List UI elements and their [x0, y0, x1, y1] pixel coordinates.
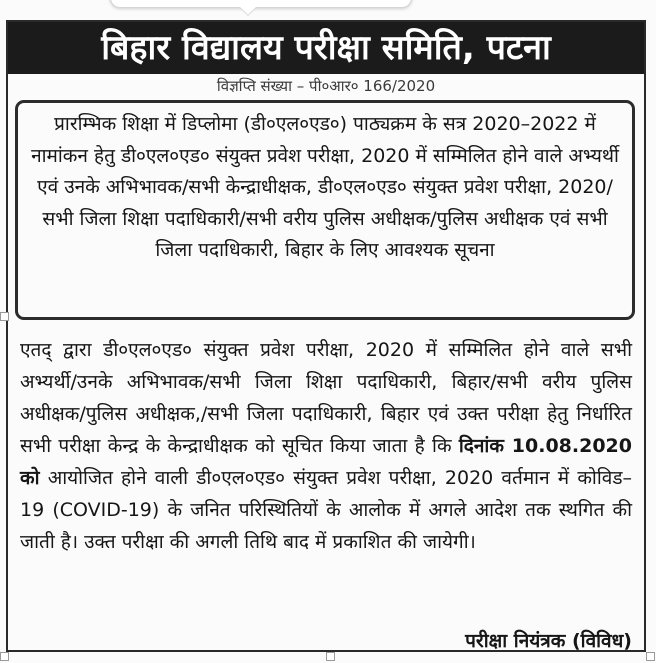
signature-block: परीक्षा नियंत्रक (विविध) [465, 630, 632, 652]
subject-box [15, 100, 635, 320]
crop-handle-bottom[interactable] [326, 652, 335, 661]
exam-date-highlight: दिनांक 10.08.2020 को [20, 435, 632, 489]
tooltip-pointer-icon [239, 6, 257, 15]
notice-title: बिहार विद्यालय परीक्षा समिति, पटना [8, 22, 644, 74]
notice-card [6, 20, 646, 652]
crop-handle-bottom-left[interactable] [0, 652, 9, 661]
body-text-part2: आयोजित होने वाली डी०एल०एड० संयुक्त प्रवेश परीक्षा, 2020 वर्तमान में कोविड–19 (COVID-19) के जनित परिस्थितियों के आलोक में अगले आदेश तक स्थगित की जाती है। उक्त परीक्षा की अगली तिथि बाद में प्रकाशित की जायेगी। [20, 467, 632, 553]
tooltip-tab [110, 0, 412, 8]
crop-handle-left[interactable] [0, 312, 9, 321]
notice-reference: विज्ञप्ति संख्या – पी०आर० 166/2020 [216, 77, 436, 95]
crop-handle-bottom-right[interactable] [646, 652, 655, 661]
body-text-part1: एतद् द्वारा डी०एल०एड० संयुक्त प्रवेश परीक्षा, 2020 में सम्मिलित होने वाले सभी अभ्यर्थी/उनके अभिभावक/सभी जिला शिक्षा पदाधिकारी, बिहार/सभी वरीय पुलिस अधीक्षक/पुलिस अधीक्षक,/सभी जिला पदाधिकारी, बिहार एवं उक्त परीक्षा हेतु निर्धारित सभी परीक्षा केन्द्र के केन्द्राधीक्षक को सूचित किया जाता है कि [20, 339, 632, 457]
notice-body [20, 334, 632, 558]
notice-subject: प्रारम्भिक शिक्षा में डिप्लोमा (डी०एल०एड०) पाठ्यक्रम के सत्र 2020–2022 में नामांकन हेतु डी०एल०एड० संयुक्त प्रवेश परीक्षा, 2020 में सम्मिलित होने वाले अभ्यर्थी एवं उनके अभिभावक/सभी केन्द्राधीक्षक, डी०एल०एड० संयुक्त प्रवेश परीक्षा, 2020/सभी जिला शिक्षा पदाधिकारी/सभी वरीय पुलिस अधीक्षक/पुलिस अधीक्षक एवं सभी जिला पदाधिकारी, बिहार के लिए आवश्यक सूचना [31, 113, 619, 261]
